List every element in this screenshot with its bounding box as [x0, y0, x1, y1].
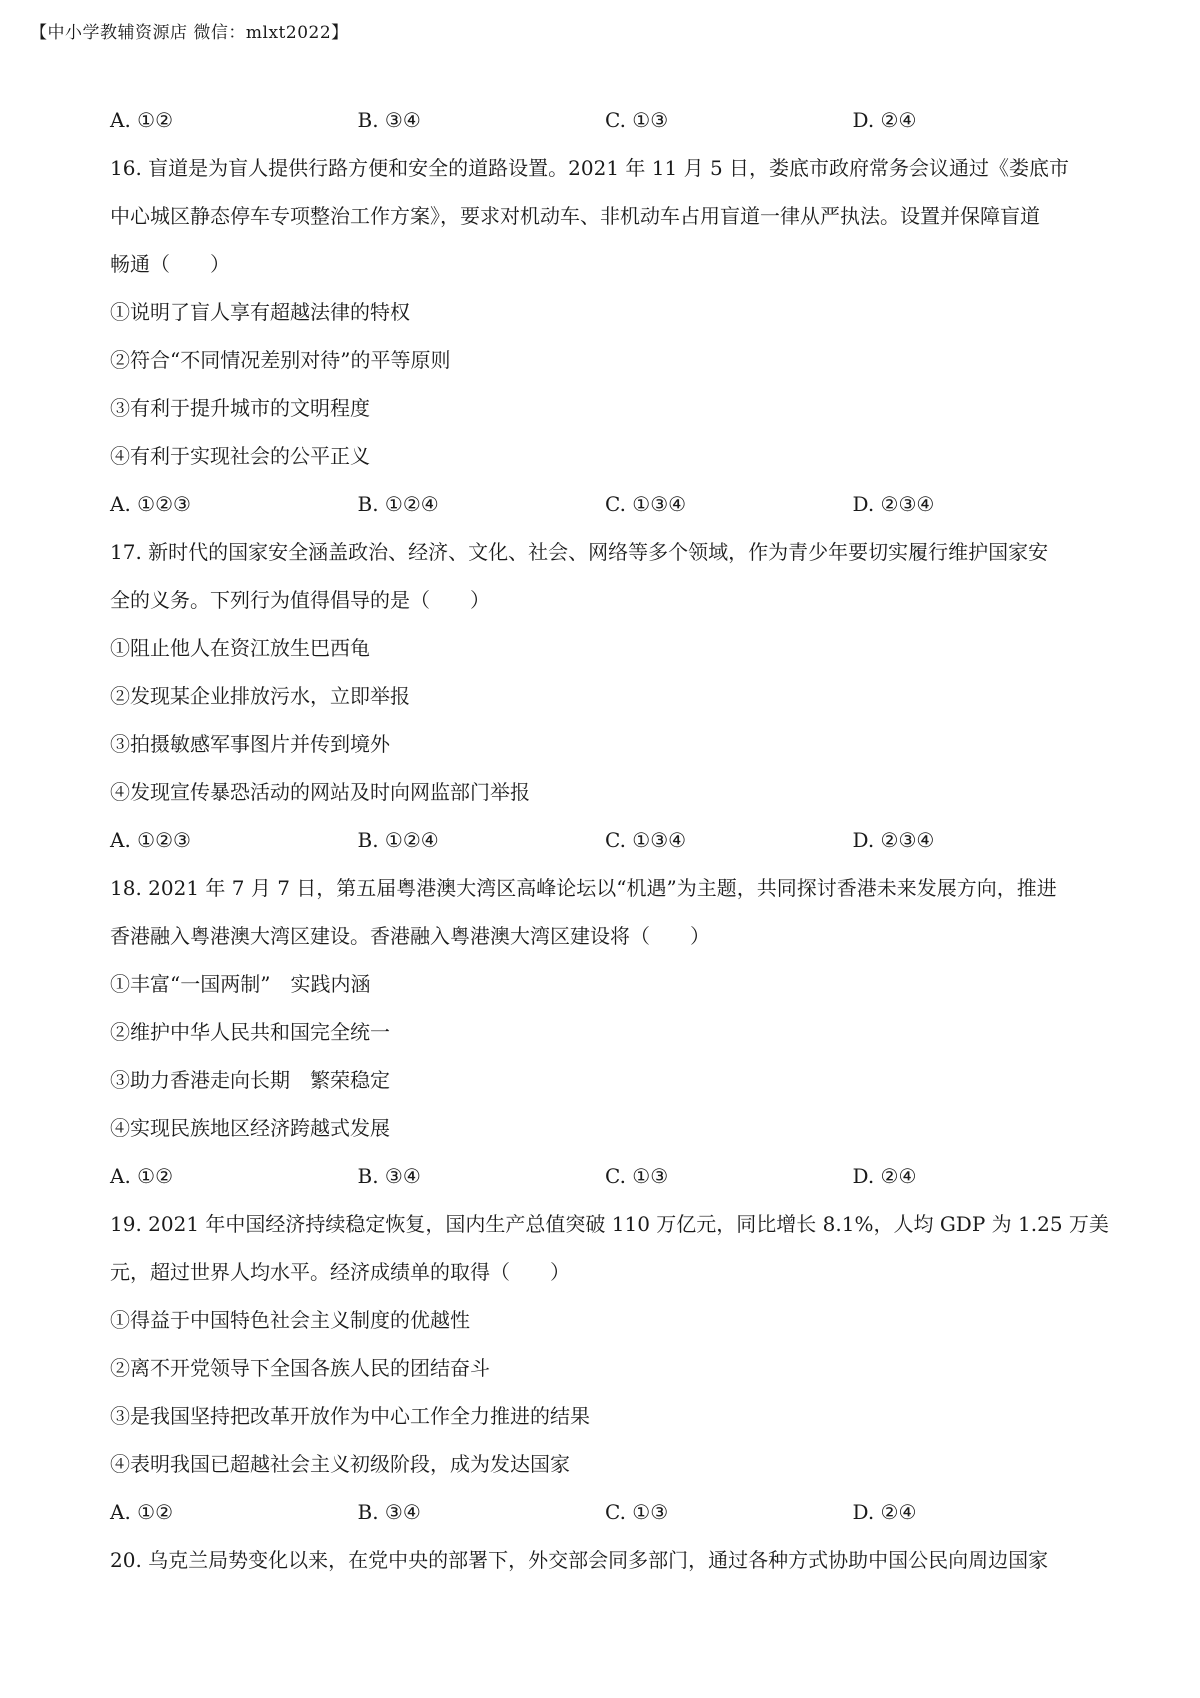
question-stem-line: 畅通（ ）: [110, 252, 230, 276]
question-stem-line: 16. 盲道是为盲人提供行路方便和安全的道路设置。2021 年 11 月 5 日，娄底市政府常务会议通过《娄底市: [110, 156, 1070, 180]
question-block: [110, 864, 1100, 1200]
statement-item: ②发现某企业排放污水，立即举报: [110, 684, 410, 708]
header-watermark-note: 【中小学教辅资源店 微信：mlxt2022】: [30, 23, 349, 43]
answer-option: B. ①②④: [357, 828, 439, 852]
statement-item: ④表明我国已超越社会主义初级阶段，成为发达国家: [110, 1452, 570, 1476]
answer-option: A. ①②: [110, 108, 174, 132]
statement-item: ①得益于中国特色社会主义制度的优越性: [110, 1308, 470, 1332]
statement-item: ④有利于实现社会的公平正义: [110, 444, 370, 468]
question-stem-line: 18. 2021 年 7 月 7 日，第五届粤港澳大湾区高峰论坛以“机遇”为主题，共同探讨香港未来发展方向，推进: [110, 876, 1057, 900]
statement-item: ②离不开党领导下全国各族人民的团结奋斗: [110, 1356, 490, 1380]
statement-item: ②维护中华人民共和国完全统一: [110, 1020, 390, 1044]
answer-option: D. ②③④: [852, 492, 935, 516]
answer-option: A. ①②③: [110, 492, 191, 516]
question-stem-line: 香港融入粤港澳大湾区建设。香港融入粤港澳大湾区建设将（ ）: [110, 924, 710, 948]
answer-option: A. ①②③: [110, 828, 191, 852]
options-block: [110, 96, 1100, 144]
answer-options-row: [110, 816, 1100, 864]
answer-option: A. ①②: [110, 1500, 174, 1524]
statement-item: ③助力香港走向长期 繁荣稳定: [110, 1068, 390, 1092]
statement-item: ④实现民族地区经济跨越式发展: [110, 1116, 390, 1140]
statement-item: ③拍摄敏感军事图片并传到境外: [110, 732, 390, 756]
statement-item: ④发现宣传暴恐活动的网站及时向网监部门举报: [110, 780, 530, 804]
answer-options-row: [110, 96, 1100, 144]
statement-item: ③是我国坚持把改革开放作为中心工作全力推进的结果: [110, 1404, 590, 1428]
answer-option: A. ①②: [110, 1164, 174, 1188]
answer-option: C. ①③: [605, 108, 669, 132]
question-block: [110, 1536, 1100, 1584]
answer-option: C. ①③: [605, 1500, 669, 1524]
question-stem-line: 20. 乌克兰局势变化以来，在党中央的部署下，外交部会同多部门，通过各种方式协助中国公民向周边国家: [110, 1548, 1049, 1572]
answer-option: B. ③④: [357, 1164, 421, 1188]
answer-option: C. ①③④: [605, 828, 687, 852]
answer-option: D. ②④: [852, 1500, 917, 1524]
answer-option: B. ③④: [357, 1500, 421, 1524]
question-stem-line: 元，超过世界人均水平。经济成绩单的取得（ ）: [110, 1260, 570, 1284]
answer-options-row: [110, 1488, 1100, 1536]
answer-options-row: [110, 480, 1100, 528]
question-stem-line: 中心城区静态停车专项整治工作方案》，要求对机动车、非机动车占用盲道一律从严执法。设置并保障盲道: [110, 204, 1040, 228]
answer-options-row: [110, 1152, 1100, 1200]
statement-item: ①丰富“一国两制” 实践内涵: [110, 972, 371, 996]
statement-item: ②符合“不同情况差别对待”的平等原则: [110, 348, 451, 372]
statement-item: ①说明了盲人享有超越法律的特权: [110, 300, 410, 324]
statement-item: ③有利于提升城市的文明程度: [110, 396, 370, 420]
question-stem-line: 19. 2021 年中国经济持续稳定恢复，国内生产总值突破 110 万亿元，同比增长 8.1%，人均 GDP 为 1.25 万美: [110, 1212, 1109, 1236]
question-stem-line: 17. 新时代的国家安全涵盖政治、经济、文化、社会、网络等多个领域，作为青少年要切实履行维护国家安: [110, 540, 1049, 564]
answer-option: D. ②③④: [852, 828, 935, 852]
answer-option: B. ①②④: [357, 492, 439, 516]
question-block: [110, 528, 1100, 864]
answer-option: B. ③④: [357, 108, 421, 132]
answer-option: C. ①③: [605, 1164, 669, 1188]
question-block: [110, 144, 1100, 528]
exam-page-content: [110, 96, 1109, 1584]
answer-option: C. ①③④: [605, 492, 687, 516]
answer-option: D. ②④: [852, 108, 917, 132]
answer-option: D. ②④: [852, 1164, 917, 1188]
statement-item: ①阻止他人在资江放生巴西龟: [110, 636, 370, 660]
question-stem-line: 全的义务。下列行为值得倡导的是（ ）: [110, 588, 490, 612]
question-block: [110, 1200, 1109, 1536]
